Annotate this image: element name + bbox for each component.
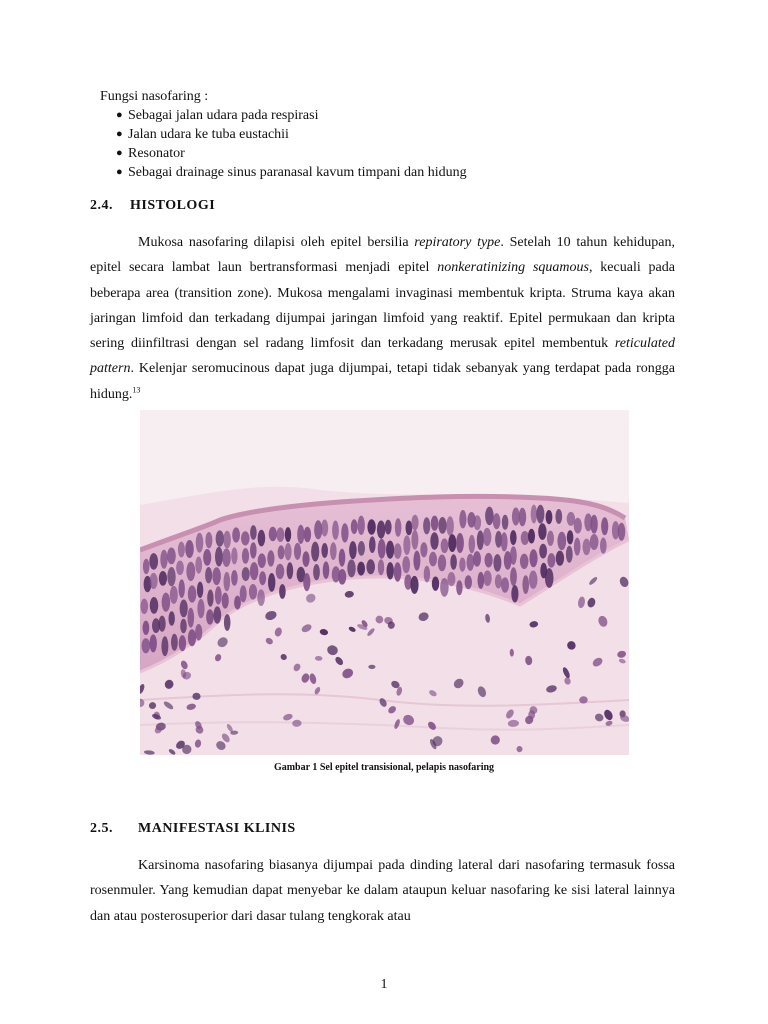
epithelial-nucleus <box>258 530 266 547</box>
epithelial-nucleus <box>590 515 597 534</box>
epithelial-nucleus <box>429 552 437 567</box>
epithelial-nucleus <box>302 551 309 567</box>
epithelial-nucleus <box>539 544 547 559</box>
epithelial-nucleus <box>205 532 212 548</box>
epithelial-nucleus <box>242 567 250 581</box>
epithelial-nucleus <box>303 573 310 591</box>
epithelial-nucleus <box>485 553 493 568</box>
italic-term: nonkeratinizing squamous <box>437 260 589 276</box>
epithelial-nucleus <box>556 551 564 566</box>
epithelial-nucleus <box>378 539 386 559</box>
epithelial-nucleus <box>216 530 224 546</box>
epithelial-nucleus <box>369 536 376 553</box>
epithelial-nucleus <box>567 530 574 544</box>
epithelial-nucleus <box>180 600 188 618</box>
epithelial-nucleus <box>196 533 204 553</box>
epithelial-nucleus <box>512 507 520 525</box>
epithelial-nucleus <box>285 527 291 542</box>
epithelial-nucleus <box>545 568 554 588</box>
epithelial-nucleus <box>347 559 355 577</box>
italic-term: repiratory type <box>414 235 501 250</box>
epithelial-nucleus <box>438 555 446 572</box>
epithelial-nucleus <box>257 589 265 606</box>
epithelial-nucleus <box>268 573 275 592</box>
epithelial-nucleus <box>574 518 582 534</box>
epithelial-nucleus <box>441 538 449 553</box>
epithelial-nucleus <box>519 508 527 527</box>
epithelial-nucleus <box>279 584 286 599</box>
epithelial-nucleus <box>249 584 257 600</box>
list-item: ● Resonator <box>116 144 467 163</box>
epithelial-nucleus <box>459 558 465 572</box>
epithelial-nucleus <box>474 515 482 530</box>
epithelial-nucleus <box>410 576 418 594</box>
epithelial-nucleus <box>141 599 149 614</box>
epithelial-nucleus <box>547 553 555 568</box>
epithelial-nucleus <box>387 562 394 579</box>
epithelial-nucleus <box>276 564 285 579</box>
epithelial-nucleus <box>195 624 202 641</box>
epithelial-nucleus <box>149 553 158 570</box>
epithelial-nucleus <box>411 530 418 550</box>
list-item: ● Jalan udara ke tuba eustachii <box>116 125 467 144</box>
epithelial-nucleus <box>477 530 484 550</box>
epithelial-nucleus <box>213 606 221 623</box>
epithelial-nucleus <box>618 523 626 541</box>
epithelial-nucleus <box>403 535 410 555</box>
epithelial-nucleus <box>222 593 229 609</box>
fungsi-title: Fungsi nasofaring : <box>100 89 209 104</box>
epithelial-nucleus <box>170 586 178 604</box>
epithelial-nucleus <box>150 573 158 589</box>
epithelial-nucleus <box>510 546 517 565</box>
paragraph-text: . Setelah 10 tahun kehidupan, epitel secara lambat laun bertransformasi menjadi epitel <box>90 235 675 276</box>
fungsi-list <box>116 106 467 182</box>
epithelial-nucleus <box>143 621 150 635</box>
epithelial-nucleus <box>483 570 491 586</box>
epithelial-nucleus <box>240 585 247 602</box>
paragraph-text: Mukosa nasofaring dilapisi oleh epitel bersilia <box>138 235 415 250</box>
epithelial-nucleus <box>332 521 339 540</box>
epithelial-nucleus <box>234 596 241 610</box>
epithelial-nucleus <box>231 547 237 564</box>
epithelial-nucleus <box>430 532 438 550</box>
epithelial-nucleus <box>313 564 320 580</box>
epithelial-nucleus <box>366 559 375 574</box>
epithelial-nucleus <box>424 566 430 583</box>
epithelial-nucleus <box>150 634 157 652</box>
epithelial-nucleus <box>330 542 337 560</box>
epithelial-nucleus <box>478 572 485 589</box>
epithelial-nucleus <box>339 549 346 567</box>
epithelial-nucleus <box>406 521 413 536</box>
epithelial-nucleus <box>531 505 537 524</box>
paragraph-text: , kecuali pada beberapa area (transition zone). Mukosa mengalami invaginasi membentuk kripta. Struma kaya akan jaringan limfoid dan terkadang dijumpai jaringan limfoid yang reaktif. Epitel permukaan dan kripta sering diinfiltrasi dengan sel radang limfosit dan terkadang merusak epitel membentuk <box>90 260 675 352</box>
section-title: MANIFESTASI KLINIS <box>138 821 296 836</box>
epithelial-nucleus <box>250 542 257 558</box>
epithelial-nucleus <box>258 553 266 568</box>
italic-term: reticulated pattern <box>90 336 675 377</box>
epithelial-nucleus <box>285 543 292 560</box>
page-number: 1 <box>380 977 388 992</box>
epithelial-nucleus <box>501 532 508 551</box>
epithelial-nucleus <box>349 541 357 559</box>
epithelial-nucleus <box>205 567 212 583</box>
epithelial-nucleus <box>304 527 311 542</box>
epithelial-nucleus <box>546 510 553 524</box>
epithelial-nucleus <box>413 551 420 571</box>
epithelial-nucleus <box>162 593 171 612</box>
epithelial-nucleus <box>520 554 529 569</box>
epithelial-nucleus <box>185 540 194 558</box>
figure-caption: Gambar 1 Sel epitel transisional, pelapis nasofaring <box>273 762 495 773</box>
histology-micrograph <box>140 410 629 755</box>
epithelial-nucleus <box>287 562 294 579</box>
epithelial-nucleus <box>150 597 159 614</box>
epithelial-nucleus <box>473 551 481 567</box>
epithelial-nucleus <box>511 585 518 602</box>
epithelial-nucleus <box>432 577 439 591</box>
epithelial-nucleus <box>448 534 456 552</box>
epithelial-nucleus <box>197 599 204 618</box>
epithelial-nucleus <box>159 571 167 586</box>
epithelial-nucleus <box>555 509 562 524</box>
epithelial-nucleus <box>450 554 457 569</box>
section-number: 2.4. <box>90 198 113 213</box>
epithelial-nucleus <box>250 525 257 540</box>
epithelial-nucleus <box>465 575 472 589</box>
list-item: ● Sebagai jalan udara pada respirasi <box>116 106 467 125</box>
epithelial-nucleus <box>311 542 319 562</box>
epithelial-nucleus <box>215 547 223 567</box>
epithelial-nucleus <box>440 578 449 597</box>
epithelial-nucleus <box>583 539 591 556</box>
epithelial-nucleus <box>215 586 222 604</box>
epithelial-nucleus <box>456 533 464 553</box>
stromal-nucleus <box>368 665 375 669</box>
epithelial-nucleus <box>522 575 529 594</box>
epithelial-nucleus <box>167 548 176 565</box>
epithelial-nucleus <box>495 574 502 588</box>
epithelial-nucleus <box>224 614 231 631</box>
epithelial-nucleus <box>358 516 365 535</box>
epithelial-nucleus <box>367 519 375 534</box>
section-heading-manifestasi <box>90 821 296 837</box>
manifestasi-paragraph <box>90 853 675 929</box>
epithelial-nucleus <box>402 556 410 573</box>
epithelial-nucleus <box>341 523 348 542</box>
epithelial-nucleus <box>485 507 494 526</box>
epithelial-nucleus <box>557 532 566 550</box>
epithelial-nucleus <box>601 517 608 535</box>
paragraph-text: Karsinoma nasofaring biasanya dijumpai pada dinding lateral dari nasofaring termasuk fossa rosenmuler. Yang kemudian dapat menyebar ke dalam ataupun keluar nasofaring ke sisi lateral lainnya dan atau posterosuperior dari dasar tulang tengkorak atau <box>90 858 675 924</box>
epithelial-nucleus <box>207 590 213 607</box>
epithelial-nucleus <box>241 531 250 545</box>
epithelial-nucleus <box>510 530 517 545</box>
epithelial-nucleus <box>212 567 221 585</box>
epithelial-nucleus <box>269 527 277 542</box>
epithelial-nucleus <box>167 567 175 586</box>
epithelial-nucleus <box>203 549 211 566</box>
epithelial-nucleus <box>321 520 328 537</box>
epithelial-nucleus <box>386 541 394 559</box>
epithelial-nucleus <box>206 609 214 624</box>
epithelial-nucleus <box>161 636 168 656</box>
epithelial-nucleus <box>171 634 178 651</box>
epithelial-nucleus <box>142 638 151 653</box>
epithelial-nucleus <box>223 531 231 549</box>
epithelial-nucleus <box>529 571 538 589</box>
epithelial-nucleus <box>538 523 546 540</box>
epithelial-nucleus <box>469 535 476 553</box>
epithelial-nucleus <box>323 561 330 579</box>
epithelial-nucleus <box>528 529 535 544</box>
epithelial-nucleus <box>188 585 197 602</box>
section-number: 2.5. <box>90 821 113 836</box>
epithelial-nucleus <box>197 582 203 598</box>
epithelial-nucleus <box>438 517 446 534</box>
epithelial-nucleus <box>297 525 304 544</box>
epithelial-nucleus <box>176 561 184 576</box>
epithelial-nucleus <box>483 528 492 546</box>
epithelial-nucleus <box>510 567 517 586</box>
epithelial-nucleus <box>536 505 544 524</box>
epithelial-nucleus <box>459 510 466 528</box>
epithelial-nucleus <box>521 531 529 545</box>
epithelial-nucleus <box>186 562 195 581</box>
section-heading-histologi <box>90 198 215 214</box>
epithelial-nucleus <box>143 559 150 574</box>
epithelial-nucleus <box>179 579 185 598</box>
epithelial-nucleus <box>385 520 392 535</box>
epithelial-nucleus <box>394 543 402 559</box>
epithelial-nucleus <box>446 516 454 536</box>
epithelial-nucleus <box>377 521 385 539</box>
epithelial-nucleus <box>276 527 284 542</box>
epithelial-nucleus <box>259 571 266 585</box>
epithelial-nucleus <box>590 534 599 550</box>
epithelial-nucleus <box>222 548 231 567</box>
reference-superscript: 13 <box>132 385 141 395</box>
epithelial-nucleus <box>467 554 475 571</box>
epithelial-nucleus <box>566 546 573 563</box>
epithelial-nucleus <box>501 577 509 592</box>
epithelial-nucleus <box>242 548 249 564</box>
epithelial-nucleus <box>267 550 274 566</box>
epithelial-nucleus <box>600 538 607 554</box>
section-title: HISTOLOGI <box>130 198 216 213</box>
list-item: ● Sebagai drainage sinus paranasal kavum timpani dan hidung <box>116 163 467 182</box>
epithelial-nucleus <box>314 520 322 539</box>
epithelial-nucleus <box>250 562 259 580</box>
epithelial-nucleus <box>447 572 455 586</box>
epithelial-nucleus <box>338 569 346 585</box>
epithelial-nucleus <box>493 554 501 572</box>
epithelial-nucleus <box>188 608 195 628</box>
histologi-paragraph <box>90 230 675 407</box>
epithelial-nucleus <box>395 518 402 537</box>
epithelial-nucleus <box>179 635 186 651</box>
paragraph-text: . Kelenjar seromucinous dapat juga dijumpai, tetapi tidak sebanyak yang terdapat pada rongga hidung. <box>90 361 675 402</box>
epithelial-nucleus <box>321 543 328 558</box>
epithelial-nucleus <box>411 515 418 531</box>
epithelial-nucleus <box>493 513 501 529</box>
epithelial-nucleus <box>169 611 175 625</box>
epithelial-nucleus <box>529 549 537 567</box>
epithelial-nucleus <box>431 516 439 531</box>
epithelial-nucleus <box>195 557 202 574</box>
epithelial-nucleus <box>178 542 185 558</box>
epithelial-nucleus <box>224 572 231 591</box>
epithelial-nucleus <box>502 515 509 530</box>
epithelial-nucleus <box>547 531 554 546</box>
epithelial-nucleus <box>159 616 166 632</box>
epithelial-nucleus <box>278 545 285 559</box>
epithelial-nucleus <box>160 550 167 569</box>
epithelial-nucleus <box>357 562 365 576</box>
epithelial-nucleus <box>456 580 462 595</box>
epithelial-nucleus <box>294 543 301 560</box>
epithelial-nucleus <box>180 619 187 633</box>
epithelial-nucleus <box>231 570 238 586</box>
epithelial-nucleus <box>232 527 240 542</box>
epithelial-nucleus <box>423 517 430 534</box>
epithelial-nucleus <box>358 541 365 556</box>
epithelial-nucleus <box>574 538 581 556</box>
epithelial-nucleus <box>188 629 196 646</box>
epithelial-nucleus <box>394 562 402 582</box>
epithelial-nucleus <box>378 559 384 575</box>
epithelial-nucleus <box>420 542 427 557</box>
epithelial-nucleus <box>351 519 358 534</box>
